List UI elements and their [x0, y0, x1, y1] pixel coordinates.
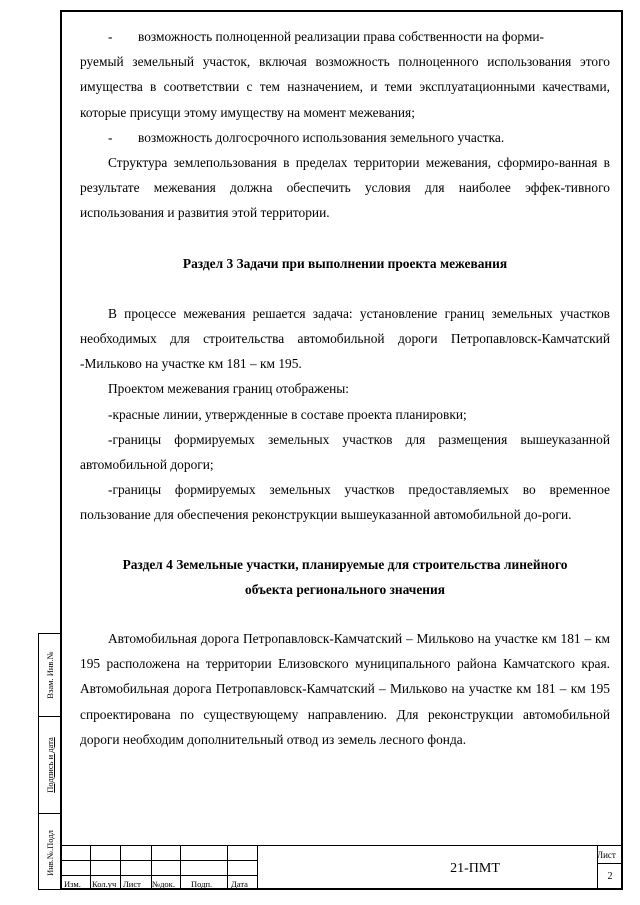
stamp-data: Дата [231, 879, 248, 889]
paragraph: -границы формируемых земельных участков предоставляемых во временное пользование для обеспечения реконструкции вышеуказанной автомобильной до-роги. [80, 482, 610, 523]
list-item-text: возможность долгосрочного использования земельного участка. [138, 129, 505, 145]
side-label-inv: Инв.№.Подл [45, 829, 55, 876]
dash-marker: - [108, 129, 113, 145]
section-heading: Раздел 4 Земельные участки, планируемые для строительства линейного [122, 556, 568, 572]
title-block [60, 845, 623, 890]
list-item-text: возможность полноценной реализации права собственности на форми- [138, 29, 544, 44]
paragraph: -красные линии, утвержденные в составе проекта планировки; [108, 406, 467, 422]
side-cell-podpis [39, 717, 61, 814]
stamp-ndok: №док. [152, 879, 175, 889]
paragraph: В процессе межевания решается задача: установление границ земельных участков необходимых для строительства автомобильной дороги Петропавловск-Камчатский -Мильково на участке км 181 – км 195. [80, 305, 610, 372]
paragraph: Автомобильная дорога Петропавловск-Камчатский – Мильково на участке км 181 – км 195 расположена на территории Елизовского муниципального района Камчатского края. Автомобильная дорога Петропавловск-Камчатский – Мильково на участке км 181 – км 195 спроектирована по существующему направлению. Для реконструкции автомобильной дороги необходим дополнительный отвод из земель лесного фонда. [80, 631, 610, 747]
sheet-caption: Лист [597, 850, 616, 860]
paragraph: Проектом межевания границ отображены: [108, 381, 350, 397]
list-item-continuation: руемый земельный участок, включая возможность полноценного использования этого имущества в соответствии с тем назначением, и теми эксплуатационными качествами, которые присущи этому имуществу на момент межевания; [80, 54, 610, 120]
side-cell-vzam [39, 634, 61, 717]
stamp-podp: Подп. [191, 879, 213, 889]
side-label-podpis: Подпись и дата [45, 737, 55, 793]
stamp-izm: Изм. [64, 879, 81, 889]
side-label-vzam: Взам. Инв.№ [45, 651, 55, 699]
side-strip [38, 633, 60, 890]
dash-marker: - [108, 29, 113, 44]
document-code: 21-ПМТ [450, 861, 500, 876]
stamp-kol-uch: Кол.уч [92, 879, 117, 889]
side-cell-inv [39, 814, 61, 891]
list-item [80, 24, 610, 49]
paragraph: Структура землепользования в пределах территории межевания, сформиро-ванная в результате межевания должна обеспечить условия для наиболее эффек-тивного использования и развития этой территории. [80, 155, 610, 221]
list-item [80, 125, 610, 150]
stamp-list: Лист [123, 879, 141, 889]
sheet-number: 2 [607, 871, 613, 882]
section-heading-line2: объекта регионального значения [245, 581, 445, 597]
section-heading: Раздел 3 Задачи при выполнении проекта межевания [182, 255, 508, 271]
document-body [80, 24, 610, 752]
paragraph: -границы формируемых земельных участков для размещения вышеуказанной автомобильной дороги; [80, 431, 610, 473]
